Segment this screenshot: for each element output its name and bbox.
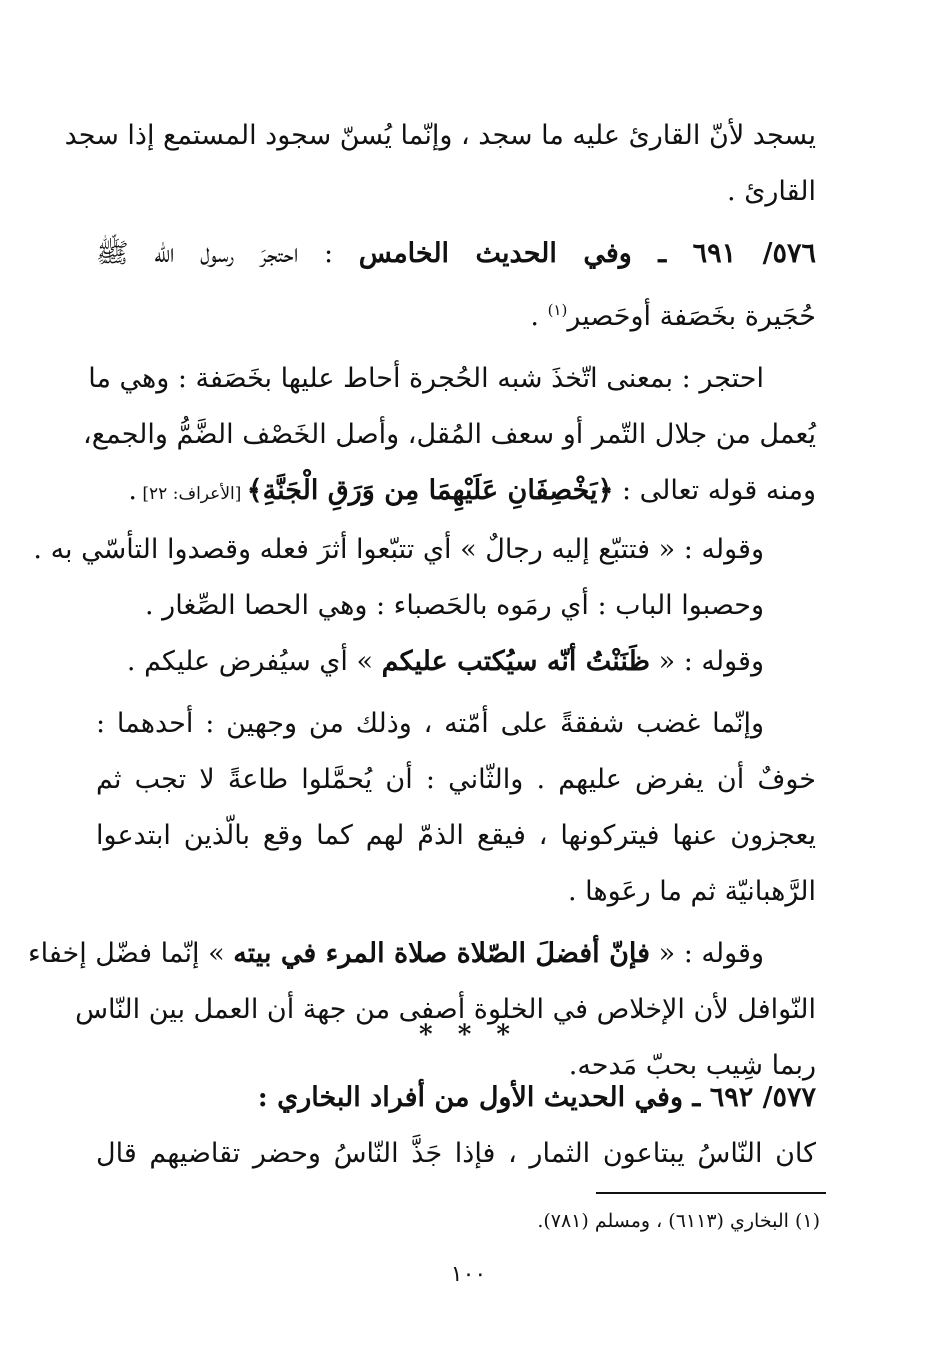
paragraph-7-line-1: وإنّما غضب شفقةً على أمّته ، وذلك من وجهين : أحدهما : [96, 708, 764, 739]
footnote: (١) البخاري (٦١١٣) ، ومسلم (٧٨١). [537, 1210, 820, 1232]
hadith-576-heading: ٥٧٦/ ٦٩١ ـ وفي الحديث الخامس [358, 238, 816, 269]
section-separator: * * * [419, 1020, 518, 1050]
paragraph-6 [96, 634, 816, 690]
paragraph-1-line-2: القارئ . [727, 176, 816, 207]
hadith-576-text-2: حُجَيرة بخَصَفة أوحَصير [567, 301, 816, 332]
paragraph-3-text: ومنه قوله تعالى : [613, 475, 816, 506]
verse-source: [الأعراف: ٢٢] [137, 484, 247, 504]
page-number: ١٠٠ [450, 1262, 487, 1287]
paragraph-3-line-2: يُعمل من جلال التّمر أو سعف المُقل، وأصل الخَصْف الضَّمُّ والجمع، [83, 419, 816, 450]
page-body [27, 108, 816, 1094]
hadith-576-line-1 [96, 226, 816, 282]
paragraph-8-quote: فإنّ أفضلَ الصّلاة صلاة المرء في بيته [233, 938, 651, 969]
paragraph-6-quote: ظَنَنْتُ أنّه سيُكتب عليكم [381, 646, 651, 677]
paragraph-7-line-4: الرَّهبانيّة ثم ما رعَوها . [567, 876, 816, 907]
paragraph-8-line-2: النّوافل لأن الإخلاص في الخلوة أصفى من جهة أن العمل بين النّاس [75, 994, 816, 1025]
paragraph-1-line-1: يسجد لأنّ القارئ عليه ما سجد ، وإنّما يُسنّ سجود المستمع إذا سجد [64, 120, 816, 151]
paragraph-8-line-1 [27, 926, 816, 982]
quran-verse: ﴿يَخْصِفَانِ عَلَيْهِمَا مِن وَرَقِ الْجَنَّةِ﴾ [246, 475, 614, 506]
hadith-577-heading: ٥٧٧/ ٦٩٢ ـ وفي الحديث الأول من أفراد البخاري : [257, 1082, 816, 1113]
paragraph-7-line-3: يعجزون عنها فيتركونها ، فيقع الذمّ لهم كما وقع بالّذين ابتدعوا [96, 820, 816, 851]
paragraph-3-line-3 [96, 463, 816, 522]
paragraph-8-line-3: ربما شِيب بحبّ مَدحه. [568, 1050, 816, 1081]
hadith-576-text: : احتجرَ رسول الله ﷺ [96, 238, 334, 269]
paragraph-6-suffix: » أي سيُفرض عليكم . [126, 646, 382, 677]
paragraph-5: وحصبوا الباب : أي رمَوه بالحَصباء : وهي الحصا الصِّغار . [145, 590, 764, 621]
paragraph-6-prefix: وقوله : « [650, 646, 764, 677]
paragraph-4: وقوله : « فتتبّع إليه رجالٌ » أي تتبّعوا أثرَ فعله وقصدوا التأسّي به . [33, 534, 764, 565]
paragraph-7-line-2: خوفٌ أن يفرض عليهم . والثّاني : أن يُحمَّلوا طاعةً لا تجب ثم [96, 764, 816, 795]
hadith-576-end: . [530, 301, 548, 332]
paragraph-8-prefix: وقوله : « [650, 938, 764, 969]
paragraph-3-line-1: احتجر : بمعنى اتّخذَ شبه الحُجرة أحاط عليها بخَصَفة : وهي ما [88, 363, 764, 394]
hadith-576-line-2 [96, 282, 816, 345]
hadith-577-line-1: كان النّاسُ يبتاعون الثمار ، فإذا جَذَّ النّاسُ وحضر تقاضيهم قال [96, 1138, 816, 1169]
footnote-divider [596, 1192, 826, 1194]
paragraph-3-end: . [128, 475, 137, 506]
paragraph-8-suffix: » إنّما فضّل إخفاء [27, 938, 234, 969]
footnote-marker: (١) [547, 301, 568, 319]
